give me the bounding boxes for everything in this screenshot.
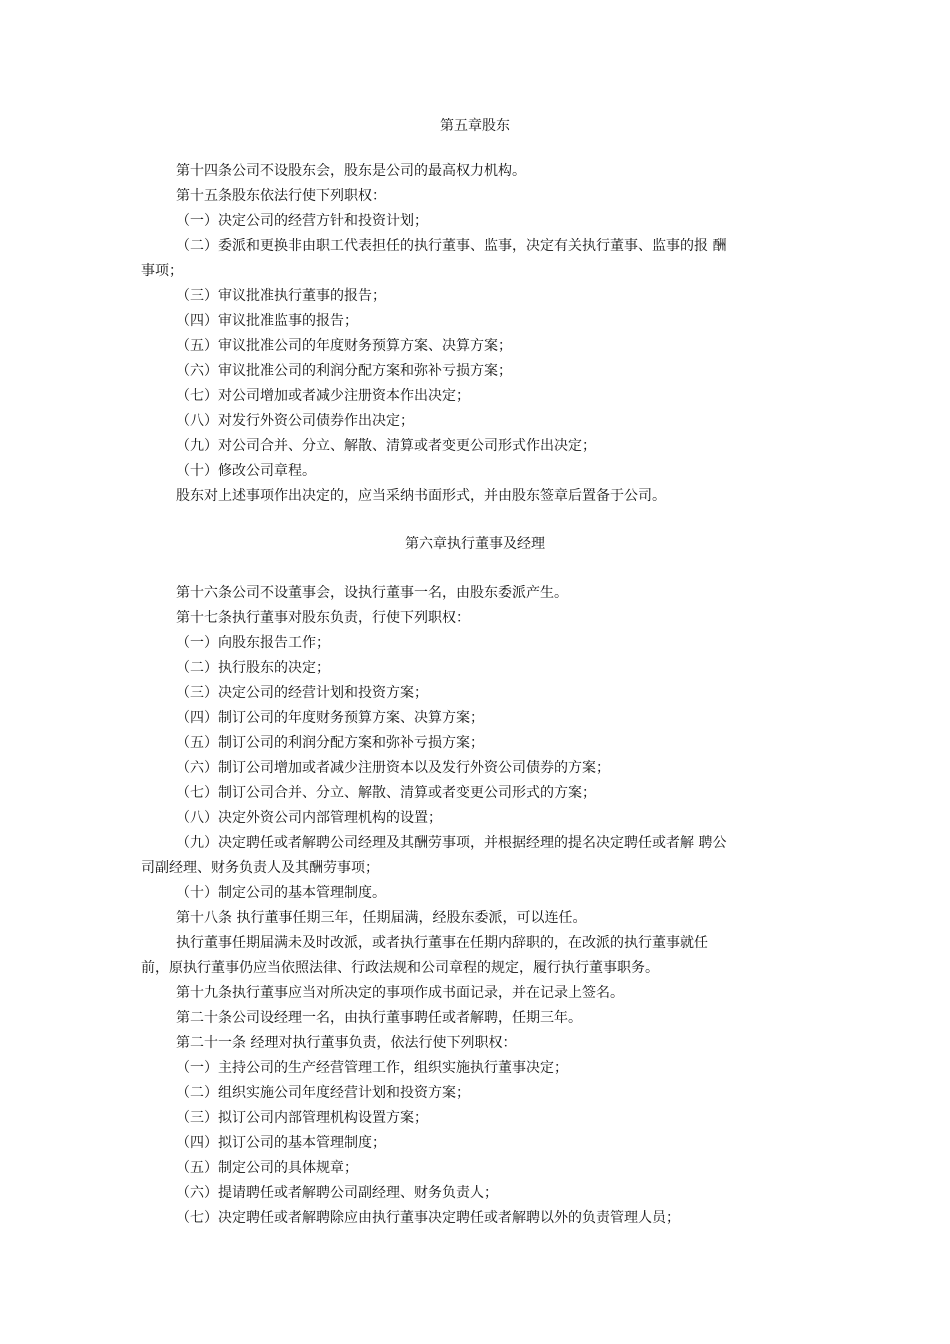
article-17-item-6: （六）制订公司增加或者减少注册资本以及发行外资公司债券的方案； — [176, 760, 610, 776]
article-15-closing: 股东对上述事项作出决定的，应当采纳书面形式，并由股东签章后置备于公司。 — [176, 488, 666, 504]
article-18: 第十八条 执行董事任期三年，任期届满，经股东委派，可以连任。 — [176, 910, 587, 926]
article-21-item-7: （七）决定聘任或者解聘除应由执行董事决定聘任或者解聘以外的负责管理人员； — [176, 1210, 680, 1226]
article-17-item-8: （八）决定外资公司内部管理机构的设置； — [176, 810, 442, 826]
article-18-paragraph-2-cont: 前，原执行董事仍应当依照法律、行政法规和公司章程的规定，履行执行董事职务。 — [141, 960, 659, 976]
article-15: 第十五条股东依法行使下列职权： — [176, 188, 386, 204]
article-15-item-2: （二）委派和更换非由职工代表担任的执行董事、监事，决定有关执行董事、监事的报 酬 — [176, 238, 727, 254]
article-17: 第十七条执行董事对股东负责，行使下列职权： — [176, 610, 470, 626]
article-17-item-9-cont: 司副经理、财务负责人及其酬劳事项； — [141, 860, 379, 876]
article-15-item-6: （六）审议批准公司的利润分配方案和弥补亏损方案； — [176, 363, 512, 379]
article-21-item-3: （三）拟订公司内部管理机构设置方案； — [176, 1110, 428, 1126]
article-20: 第二十条公司设经理一名，由执行董事聘任或者解聘，任期三年。 — [176, 1010, 582, 1026]
article-17-item-3: （三）决定公司的经营计划和投资方案； — [176, 685, 428, 701]
article-15-item-4: （四）审议批准监事的报告； — [176, 313, 358, 329]
article-17-item-7: （七）制订公司合并、分立、解散、清算或者变更公司形式的方案； — [176, 785, 596, 801]
article-15-item-10: （十）修改公司章程。 — [176, 463, 316, 479]
article-17-item-5: （五）制订公司的利润分配方案和弥补亏损方案； — [176, 735, 484, 751]
article-21-item-5: （五）制定公司的具体规章； — [176, 1160, 358, 1176]
article-21-item-4: （四）拟订公司的基本管理制度； — [176, 1135, 386, 1151]
article-15-item-3: （三）审议批准执行董事的报告； — [176, 288, 386, 304]
article-18-paragraph-2: 执行董事任期届满未及时改派，或者执行董事在任期内辞职的，在改派的执行董事就任 — [176, 935, 708, 951]
article-17-item-10: （十）制定公司的基本管理制度。 — [176, 885, 386, 901]
article-21: 第二十一条 经理对执行董事负责，依法行使下列职权： — [176, 1035, 517, 1051]
chapter-6-title: 第六章执行董事及经理 — [405, 536, 545, 552]
article-17-item-4: （四）制订公司的年度财务预算方案、决算方案； — [176, 710, 484, 726]
article-16: 第十六条公司不设董事会，设执行董事一名，由股东委派产生。 — [176, 585, 568, 601]
article-17-item-1: （一）向股东报告工作； — [176, 635, 330, 651]
article-14: 第十四条公司不设股东会，股东是公司的最高权力机构。 — [176, 163, 526, 179]
article-17-item-9: （九）决定聘任或者解聘公司经理及其酬劳事项，并根据经理的提名决定聘任或者解 聘公 — [176, 835, 727, 851]
article-15-item-7: （七）对公司增加或者减少注册资本作出决定； — [176, 388, 470, 404]
article-15-item-9: （九）对公司合并、分立、解散、清算或者变更公司形式作出决定； — [176, 438, 596, 454]
article-15-item-2-cont: 事项； — [141, 263, 183, 279]
article-15-item-5: （五）审议批准公司的年度财务预算方案、决算方案； — [176, 338, 512, 354]
article-17-item-2: （二）执行股东的决定； — [176, 660, 330, 676]
article-21-item-2: （二）组织实施公司年度经营计划和投资方案； — [176, 1085, 470, 1101]
chapter-5-title: 第五章股东 — [440, 118, 510, 134]
article-21-item-6: （六）提请聘任或者解聘公司副经理、财务负责人； — [176, 1185, 498, 1201]
article-19: 第十九条执行董事应当对所决定的事项作成书面记录，并在记录上签名。 — [176, 985, 624, 1001]
article-21-item-1: （一）主持公司的生产经营管理工作，组织实施执行董事决定； — [176, 1060, 568, 1076]
article-15-item-8: （八）对发行外资公司债券作出决定； — [176, 413, 414, 429]
article-15-item-1: （一）决定公司的经营方针和投资计划； — [176, 213, 428, 229]
